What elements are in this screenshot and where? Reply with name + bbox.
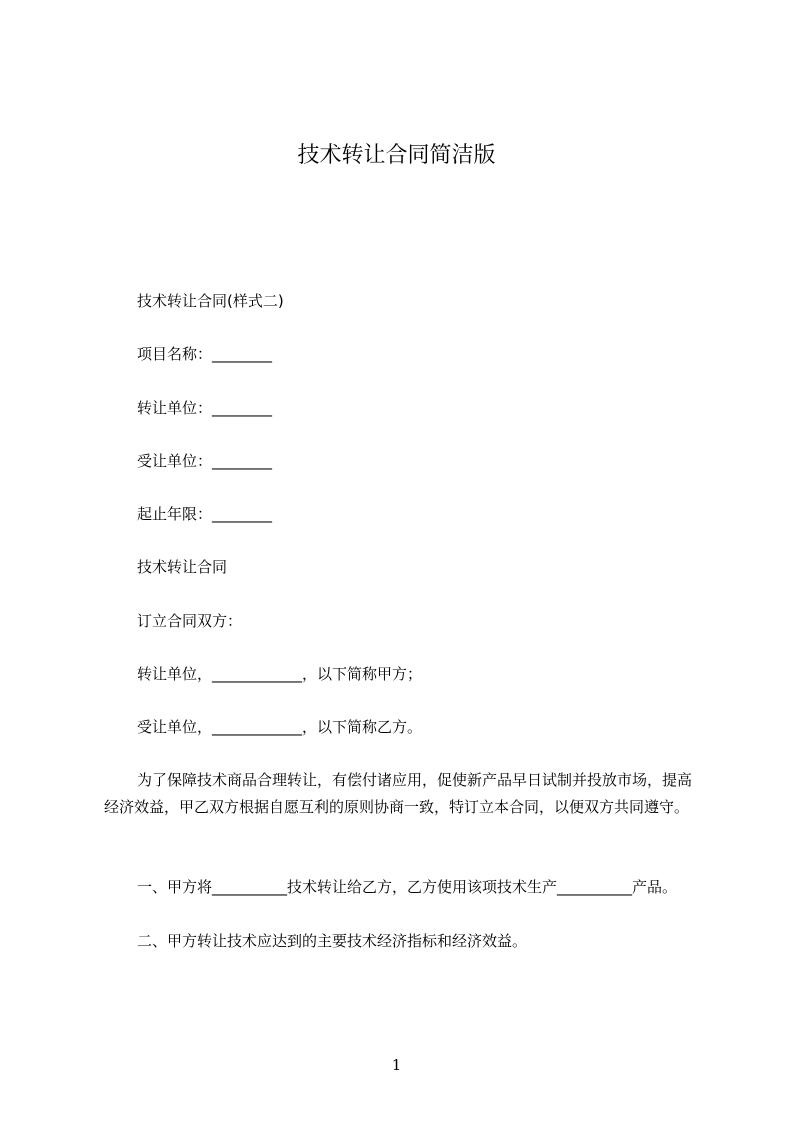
page-number: 1 — [391, 1056, 402, 1074]
parties-heading: 订立合同双方： — [137, 612, 243, 630]
purpose-paragraph-text: 为了保障技术商品合理转让，有偿付诸应用，促使新产品早日试制并投放市场，提高经济效益，甲乙双方根据自愿互利的原则协商一致，特订立本合同，以便双方共同遵守。 — [104, 771, 693, 816]
party-b-line: 受让单位，____________，以下简称乙方。 — [137, 718, 423, 736]
clause-2: 二、甲方转让技术应达到的主要技术经济指标和经济效益。 — [137, 932, 528, 950]
transferee-line: 受让单位：________ — [137, 452, 273, 470]
contract-subtitle: 技术转让合同(样式二) — [137, 292, 284, 310]
party-a-line: 转让单位，____________，以下简称甲方； — [137, 665, 423, 683]
document-title: 技术转让合同简洁版 — [297, 143, 496, 168]
contract-heading: 技术转让合同 — [137, 558, 228, 576]
project-name-line: 项目名称：________ — [137, 345, 273, 363]
clause-1: 一、甲方将__________技术转让给乙方，乙方使用该项技术生产__________产品。 — [137, 878, 678, 896]
term-line: 起止年限：________ — [137, 505, 273, 523]
purpose-paragraph — [104, 767, 704, 821]
transferor-line: 转让单位：________ — [137, 399, 273, 417]
